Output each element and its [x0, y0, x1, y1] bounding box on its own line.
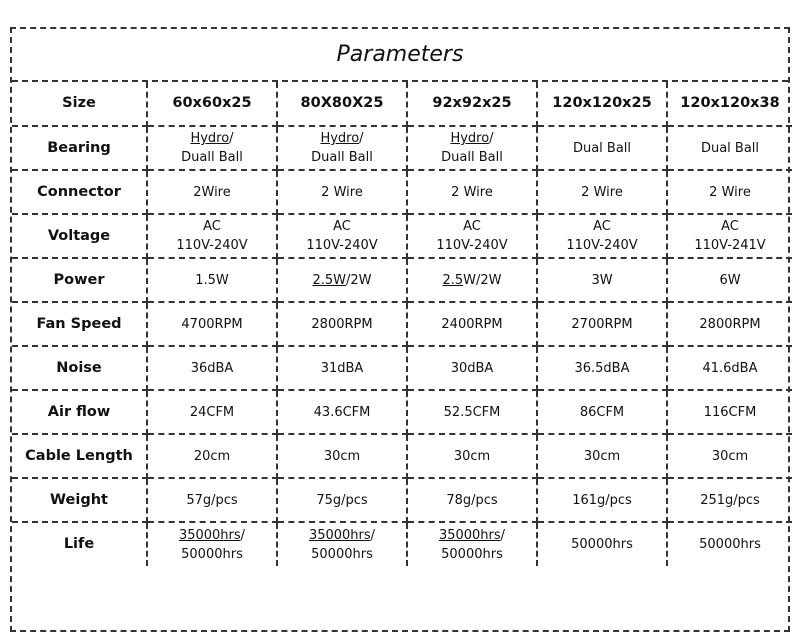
table-row [12, 302, 792, 346]
cell-line [540, 359, 664, 378]
cell-text: 2 Wire [709, 184, 751, 200]
table-row [12, 170, 792, 214]
cell-line [410, 315, 534, 334]
cell-line [670, 183, 790, 202]
cell-text: 30cm [711, 448, 749, 464]
cell-text: AC [203, 219, 221, 234]
table-cell [277, 390, 407, 434]
cell-text: / [489, 131, 494, 146]
cell-text: 2 Wire [321, 184, 363, 200]
cell-line [280, 526, 404, 545]
table-row [12, 434, 792, 478]
cell-line [670, 315, 790, 334]
row-label: Life [12, 522, 147, 566]
table-cell [537, 258, 667, 302]
table-cell [277, 346, 407, 390]
row-label: Power [12, 258, 147, 302]
cell-text: 43.6CFM [313, 404, 371, 420]
size-cell: 80X80X25 [277, 82, 407, 126]
cell-text: 110V-240V [176, 238, 248, 253]
table-cell [407, 126, 537, 170]
cell-line [540, 403, 664, 422]
table-cell [277, 302, 407, 346]
table-row [12, 214, 792, 258]
cell-line [410, 148, 534, 167]
cell-text: Dual Ball [572, 140, 632, 156]
row-label: Cable Length [12, 434, 147, 478]
underlined-text: 35000hrs [438, 527, 501, 543]
cell-text: / [359, 131, 364, 146]
underlined-text: Hydro [320, 131, 360, 146]
cell-text: 50000hrs [441, 546, 503, 562]
table-cell [407, 522, 537, 566]
cell-text: 86CFM [579, 404, 625, 420]
cell-text: AC [593, 219, 611, 234]
cell-line [280, 359, 404, 378]
table-cell [147, 522, 277, 566]
table-row [12, 258, 792, 302]
cell-line [410, 545, 534, 564]
cell-line [410, 403, 534, 422]
cell-text: 50000hrs [181, 546, 243, 562]
table-row [12, 346, 792, 390]
row-label: Connector [12, 170, 147, 214]
table-cell [147, 478, 277, 522]
cell-text: 50000hrs [311, 546, 373, 562]
table-cell [277, 214, 407, 258]
cell-text: 4700RPM [181, 316, 243, 332]
size-cell: 92x92x25 [407, 82, 537, 126]
cell-text: 6W [719, 272, 741, 288]
table-cell [147, 434, 277, 478]
cell-text: 110V-240V [436, 238, 508, 253]
cell-text: / [370, 527, 376, 543]
cell-line [410, 359, 534, 378]
cell-text: 110V-240V [566, 238, 638, 253]
row-label: Air flow [12, 390, 147, 434]
cell-text: 2800RPM [311, 316, 373, 332]
table-cell [667, 390, 792, 434]
cell-line [150, 491, 274, 510]
cell-text: Duall Ball [181, 150, 243, 165]
cell-text: 78g/pcs [446, 492, 498, 508]
table-cell [667, 302, 792, 346]
cell-text: Duall Ball [441, 150, 503, 165]
cell-text: 31dBA [320, 360, 364, 376]
cell-line [280, 129, 404, 148]
table-row [12, 522, 792, 566]
table-cell [147, 214, 277, 258]
cell-text: 2Wire [193, 184, 231, 200]
cell-line [150, 183, 274, 202]
cell-line [410, 526, 534, 545]
cell-line [410, 447, 534, 466]
cell-text: 36.5dBA [574, 360, 630, 376]
cell-text: 2400RPM [441, 316, 503, 332]
cell-line [280, 315, 404, 334]
cell-text: AC [721, 219, 739, 234]
cell-line [150, 545, 274, 564]
cell-line [280, 236, 404, 255]
row-label: Voltage [12, 214, 147, 258]
cell-text: / [229, 131, 234, 146]
cell-text: 110V-240V [306, 238, 378, 253]
cell-text: W/2W [463, 272, 502, 288]
table-cell [277, 126, 407, 170]
table-cell [407, 258, 537, 302]
cell-text: AC [463, 219, 481, 234]
cell-line [150, 403, 274, 422]
table-cell [277, 478, 407, 522]
cell-text: 20cm [193, 448, 231, 464]
table-cell [667, 522, 792, 566]
cell-text: 110V-241V [694, 238, 766, 253]
cell-text: 116CFM [703, 404, 757, 420]
underlined-text: 2.5 [442, 272, 464, 288]
row-label: Fan Speed [12, 302, 147, 346]
table-row [12, 390, 792, 434]
cell-line [150, 359, 274, 378]
cell-line [150, 129, 274, 148]
table-cell [147, 346, 277, 390]
table-cell [667, 258, 792, 302]
table-cell [667, 214, 792, 258]
cell-line [670, 447, 790, 466]
cell-text: / [500, 527, 506, 543]
cell-line [540, 217, 664, 236]
cell-text: 2800RPM [699, 316, 761, 332]
cell-line [280, 217, 404, 236]
cell-text: 52.5CFM [443, 404, 501, 420]
cell-line [280, 148, 404, 167]
table-cell [407, 390, 537, 434]
table-cell [147, 302, 277, 346]
table-cell [537, 434, 667, 478]
table-cell [147, 170, 277, 214]
table-cell [537, 346, 667, 390]
underlined-text: Hydro [450, 131, 490, 146]
table-row-size [12, 82, 792, 126]
cell-text: 30cm [453, 448, 491, 464]
underlined-text: Hydro [190, 131, 230, 146]
cell-line [540, 315, 664, 334]
cell-text: 30cm [323, 448, 361, 464]
cell-text: 24CFM [189, 404, 235, 420]
cell-text: 3W [591, 272, 613, 288]
table-cell [277, 434, 407, 478]
table-cell [537, 522, 667, 566]
cell-text: 50000hrs [571, 537, 633, 552]
cell-line [150, 526, 274, 545]
cell-line [410, 217, 534, 236]
table-cell [407, 478, 537, 522]
cell-line [410, 183, 534, 202]
cell-text: AC [333, 219, 351, 234]
underlined-text: 35000hrs [178, 527, 241, 543]
page-title: Parameters [12, 29, 788, 82]
cell-line [540, 139, 664, 158]
cell-line [670, 271, 790, 290]
table-cell [537, 390, 667, 434]
row-label: Noise [12, 346, 147, 390]
cell-line [280, 403, 404, 422]
table-row [12, 478, 792, 522]
row-label: Weight [12, 478, 147, 522]
cell-text: 75g/pcs [316, 492, 368, 508]
cell-line [410, 271, 534, 290]
table-cell [537, 302, 667, 346]
cell-line [540, 271, 664, 290]
cell-line [540, 236, 664, 255]
table-cell [667, 434, 792, 478]
cell-text: 41.6dBA [702, 360, 758, 376]
table-cell [147, 258, 277, 302]
cell-text: /2W [346, 272, 372, 288]
table-cell [147, 390, 277, 434]
cell-line [150, 148, 274, 167]
underlined-text: 2.5W [312, 272, 346, 288]
cell-line [540, 491, 664, 510]
table-cell [147, 126, 277, 170]
parameters-sheet [10, 27, 790, 632]
cell-text: 251g/pcs [700, 492, 760, 508]
cell-line [670, 217, 790, 236]
table-row [12, 126, 792, 170]
table-cell [667, 478, 792, 522]
cell-line [280, 447, 404, 466]
cell-text: 30dBA [450, 360, 494, 376]
cell-line [150, 315, 274, 334]
table-cell [407, 302, 537, 346]
cell-line [670, 403, 790, 422]
table-cell [537, 214, 667, 258]
table-cell [537, 126, 667, 170]
table-cell [407, 170, 537, 214]
cell-line [280, 271, 404, 290]
cell-line [540, 183, 664, 202]
table-cell [667, 170, 792, 214]
row-label: Bearing [12, 126, 147, 170]
cell-text: / [240, 527, 246, 543]
cell-line [150, 447, 274, 466]
cell-line [670, 535, 790, 554]
cell-line [280, 545, 404, 564]
size-cell: 120x120x38 [667, 82, 792, 126]
table-cell [537, 478, 667, 522]
cell-text: 2 Wire [581, 184, 623, 200]
cell-line [670, 359, 790, 378]
cell-text: 1.5W [195, 272, 229, 288]
row-label-size: Size [12, 82, 147, 126]
cell-text: 57g/pcs [186, 492, 238, 508]
cell-line [670, 236, 790, 255]
table-cell [667, 126, 792, 170]
cell-line [150, 236, 274, 255]
size-cell: 120x120x25 [537, 82, 667, 126]
cell-line [410, 236, 534, 255]
cell-line [280, 491, 404, 510]
underlined-text: 35000hrs [308, 527, 371, 543]
cell-text: 36dBA [190, 360, 234, 376]
cell-line [150, 217, 274, 236]
table-cell [277, 258, 407, 302]
cell-text: 2700RPM [571, 316, 633, 332]
size-cell: 60x60x25 [147, 82, 277, 126]
cell-text: Dual Ball [700, 140, 760, 156]
table-cell [537, 170, 667, 214]
parameters-table [12, 82, 792, 566]
table-cell [277, 522, 407, 566]
cell-line [540, 535, 664, 554]
cell-line [150, 271, 274, 290]
table-cell [407, 214, 537, 258]
cell-text: 2 Wire [451, 184, 493, 200]
cell-line [670, 491, 790, 510]
table-cell [407, 346, 537, 390]
table-cell [407, 434, 537, 478]
cell-line [670, 139, 790, 158]
cell-text: 30cm [583, 448, 621, 464]
cell-text: Duall Ball [311, 150, 373, 165]
cell-line [280, 183, 404, 202]
cell-text: 50000hrs [699, 537, 761, 552]
table-cell [667, 346, 792, 390]
cell-line [410, 129, 534, 148]
table-cell [277, 170, 407, 214]
cell-text: 161g/pcs [572, 492, 632, 508]
cell-line [540, 447, 664, 466]
cell-line [410, 491, 534, 510]
